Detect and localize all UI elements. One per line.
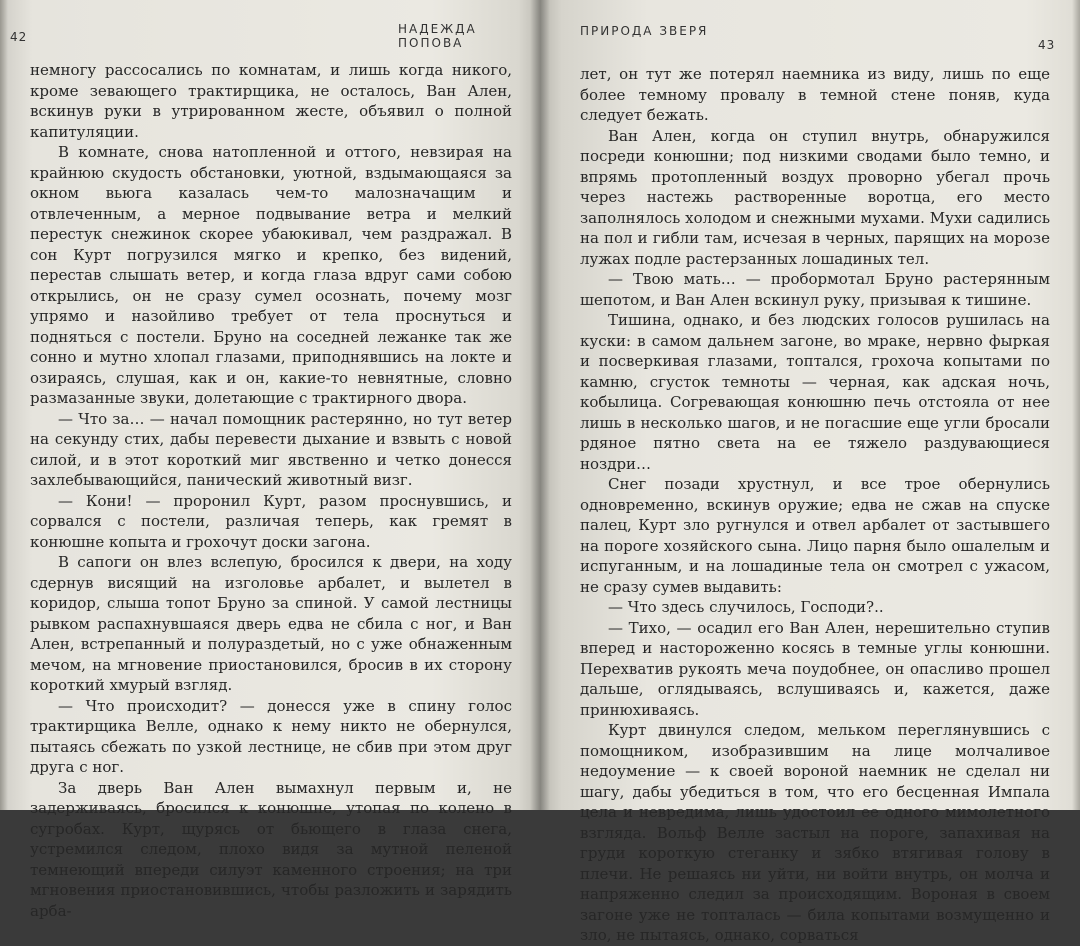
paragraph: — Что здесь случилось, Господи?..	[608, 598, 884, 616]
paragraph: В сапоги он влез вслепую, бросился к двери, на ходу сдернув висящий на изголовье арбалет, и вылетел в коридор, слыша топот Бруно за спиной. У самой лестницы рывком распахнувшаяся дверь едва не сбила с ног, и Ван Ален, встрепанный и полураздетый, но с уже обнаженным мечом, на мгновение приостановился, бросив в их сторону короткий хмурый взгляд.	[30, 553, 512, 694]
paragraph: — Твою мать… — пробормотал Бруно растерянным шепотом, и Ван Ален вскинул руку, призывая к тишине.	[580, 270, 1050, 309]
left-page	[0, 0, 540, 920]
page-number: 42	[10, 30, 28, 44]
paragraph: Ван Ален, когда он ступил внутрь, обнаружился посреди конюшни; под низкими сводами было темно, и впрямь протопленный воздух проворно убегал прочь через настежь растворенные воротца, его место заполнялось холодом и снежными мухами. Мухи садились на пол и гибли там, исчезая в черных, парящих на морозе лужах подле растерзанных лошадиных тел.	[580, 126, 1050, 268]
paragraph: лет, он тут же потерял наемника из виду, лишь по еще более темному провалу в темной стене поняв, куда следует бежать.	[580, 65, 1050, 124]
paragraph: — Кони! — проронил Курт, разом проснувшись, и сорвался с постели, различая теперь, как гремят в конюшне копыта и грохочут доски загона.	[30, 491, 512, 551]
right-page	[540, 0, 1080, 944]
paragraph: За дверь Ван Ален вымахнул первым и, не задерживаясь, бросился к конюшне, утопая по колено в сугробах. Курт, щурясь от бьющего в глаза снега, устремился следом, плохо видя за мутной пеленой темнеющий впереди силуэт каменного строения; на три мгновения приостановившись, чтобы разложить и зарядить арба-	[30, 778, 512, 920]
paragraph: В комнате, снова натопленной и оттого, невзирая на крайнюю скудость обстановки, уютной, вздымающаяся за окном вьюга казалась чем-то малозначащим и отвлеченным, а мерное подвывание ветра и мелкий перестук снежинок скорее убаюкивал, чем раздражал. В сон Курт погрузился мягко и крепко, без видений, перестав слышать ветер, и когда глаза вдруг сами собою открылись, он не сразу сумел осознать, почему мозг упрямо и назойливо требует от тела проснуться и подняться с постели. Бруно на соседней лежанке так же сонно и мутно хлопал глазами, приподнявшись на локте и озираясь, слушая, как и он, какие-то невнятные, словно размазанные звуки, долетающие с трактирного двора.	[30, 143, 512, 407]
paragraph: — Тихо, — осадил его Ван Ален, нерешительно ступив вперед и настороженно косясь в темные углы конюшни. Перехватив рукоять меча поудобнее, он опасливо прошел дальше, оглядываясь, вслушиваясь и, кажется, даже принюхиваясь.	[580, 618, 1050, 719]
paragraph: — Что происходит? — донесся уже в спину голос трактирщика Велле, однако к нему никто не обернулся, пытаясь сбежать по узкой лестнице, не сбив при этом друг друга с ног.	[30, 696, 512, 776]
paragraph: Тишина, однако, и без людских голосов рушилась на куски: в самом дальнем загоне, во мраке, нервно фыркая и посверкивая глазами, топтался, грохоча копытами по камню, сгусток темноты — черная, как адская ночь, кобылица. Согревающая конюшню печь отстояла от нее лишь в несколько шагов, и не погасшие еще угли бросали рдяное пятно света на ее тяжело раздувающиеся ноздри…	[580, 311, 1050, 473]
page-number: 43	[1038, 38, 1056, 52]
paragraph: немногу рассосались по комнатам, и лишь когда никого, кроме зевающего трактирщика, не осталось, Ван Ален, вскинув руки в утрированном жесте, объявил о полной капитуляции.	[30, 61, 512, 141]
page-edge-shadow	[0, 0, 8, 810]
paragraph: — Что за… — начал помощник растерянно, но тут ветер на секунду стих, дабы перевести дыхание и взвыть с новой силой, и в этот короткий миг явственно и четко донесся захлебывающийся, панический животный визг.	[30, 409, 512, 489]
running-head-title: ПРИРОДА ЗВЕРЯ	[580, 24, 709, 38]
running-head-author: НАДЕЖДА ПОПОВА	[398, 22, 477, 50]
page-edge-shadow	[1072, 0, 1080, 810]
left-page-text	[30, 60, 512, 921]
paragraph: Курт двинулся следом, мельком переглянувшись с помощником, изобразившим на лице молчаливое недоумение — к своей вороной наемник не сделал ни шагу, дабы убедиться в том, что его бесценная Импала цела и невредима, лишь удостоил ее одного мимолетного взгляда. Вольф Велле застыл на пороге, запахивая на груди короткую стеганку и зябко втягивая голову в плечи. Не решаясь ни уйти, ни войти внутрь, он молча и напряженно следил за происходящим. Вороная в своем загоне уже не топталась — била копытами возмущенно и зло, не пытаясь, однако, сорваться	[580, 721, 1050, 944]
right-page-text	[580, 64, 1050, 946]
book-gutter	[530, 0, 550, 810]
paragraph: Снег позади хрустнул, и все трое обернулись одновременно, вскинув оружие; едва не сжав на спуске палец, Курт зло ругнулся и отвел арбалет от застывшего на пороге хозяйского сына. Лицо парня было ошалелым и испуганным, и на лошадиные тела он смотрел с ужасом, не сразу сумев выдавить:	[580, 475, 1050, 596]
